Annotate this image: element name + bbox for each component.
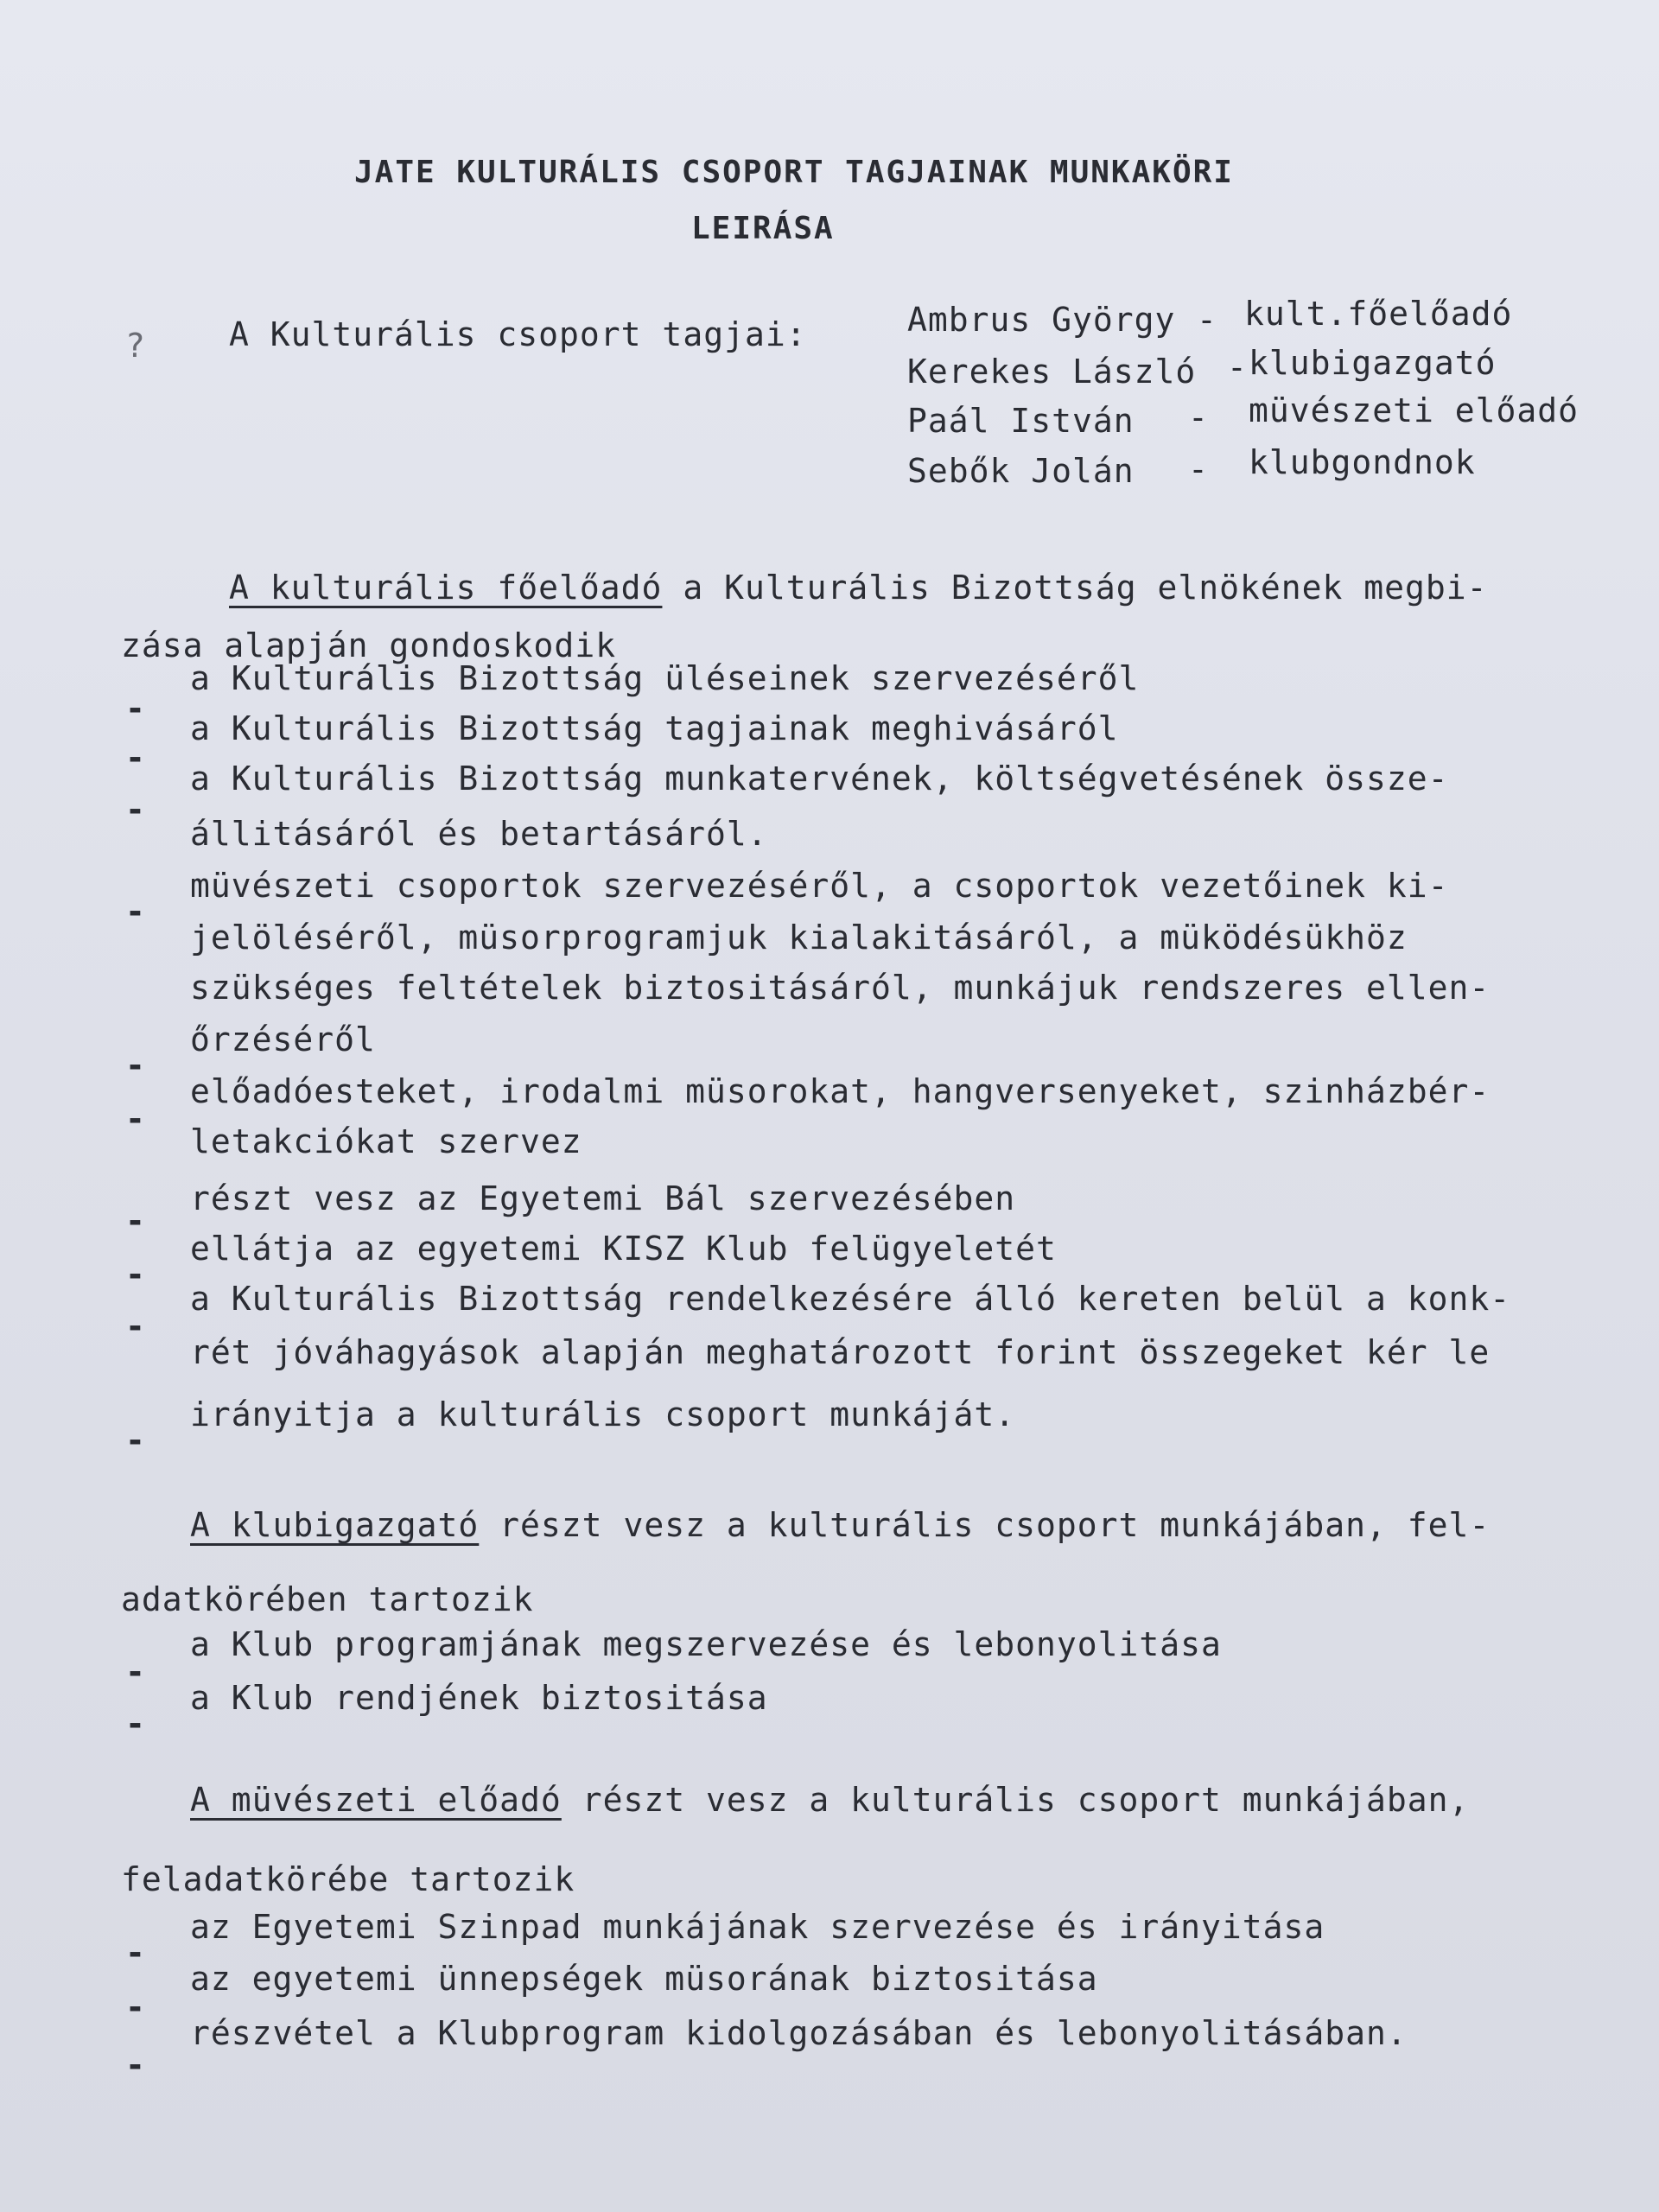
member-name-2: Kerekes László: [907, 353, 1197, 391]
section1-item-4-cont3: őrzéséről: [190, 1020, 376, 1058]
member-role-1: kult.főelőadó: [1244, 295, 1513, 333]
section1-item-4-cont1: jelöléséről, müsorprogramjuk kialakitásáról, a müködésükhöz: [190, 918, 1408, 957]
section1-item-5-cont: letakciókat szervez: [190, 1122, 582, 1160]
member-role-2: klubigazgató: [1249, 344, 1497, 382]
section1-item-1: a Kulturális Bizottság üléseinek szervezéséről: [190, 659, 1140, 697]
bullet-dash: -: [125, 1705, 146, 1743]
section1-item-4-cont2: szükséges feltételek biztositásáról, munkájuk rendszeres ellen-: [190, 969, 1491, 1007]
members-label: A Kulturális csoport tagjai:: [229, 315, 807, 353]
section1-item-5: előadóesteket, irodalmi müsorokat, hangversenyeket, szinházbér-: [190, 1072, 1491, 1110]
bullet-dash: -: [125, 1653, 146, 1691]
bullet-dash: -: [125, 1255, 146, 1294]
bullet-dash: -: [125, 1202, 146, 1240]
section1-item-3: a Kulturális Bizottság munkatervének, költségvetésének össze-: [190, 760, 1449, 798]
bullet-dash: -: [125, 1934, 146, 1972]
section1-heading: A kulturális főelőadó: [229, 569, 663, 607]
member-sep-2: -: [1227, 348, 1248, 386]
section1-item-3-cont: állitásáról és betartásáról.: [190, 815, 768, 853]
section3-intro: [190, 1778, 1469, 1821]
bullet-dash: -: [125, 739, 146, 777]
member-sep-3: -: [1188, 398, 1209, 436]
bullet-dash: -: [125, 690, 146, 728]
section1-item-8: a Kulturális Bizottság rendelkezésére álló kereten belül a konk-: [190, 1280, 1511, 1318]
section1-intro-line2: zása alapján gondoskodik: [121, 626, 617, 664]
section2-heading: A klubigazgató: [190, 1506, 480, 1544]
document-title-line2: LEIRÁSA: [691, 211, 835, 246]
bullet-dash: -: [125, 1988, 146, 2026]
section1-item-7: ellátja az egyetemi KISZ Klub felügyeletét: [190, 1230, 1057, 1268]
bullet-dash: -: [125, 1100, 146, 1138]
bullet-dash: -: [125, 893, 146, 931]
section1-item-9: irányitja a kulturális csoport munkáját.: [190, 1395, 1016, 1433]
section2-item-1: a Klub programjának megszervezése és lebonyolitása: [190, 1625, 1222, 1663]
bullet-dash: -: [125, 2046, 146, 2084]
section1-item-4: müvészeti csoportok szervezéséről, a csoportok vezetőinek ki-: [190, 867, 1449, 905]
margin-question-mark: ?: [125, 327, 146, 365]
section3-intro-rest: részt vesz a kulturális csoport munkájában,: [561, 1781, 1470, 1819]
section1-item-6: részt vesz az Egyetemi Bál szervezésében: [190, 1179, 1016, 1217]
bullet-dash: -: [125, 1421, 146, 1459]
section3-item-2: az egyetemi ünnepségek müsorának biztositása: [190, 1960, 1098, 1998]
section2-intro-line2: adatkörében tartozik: [121, 1580, 534, 1618]
member-role-3: müvészeti előadó: [1249, 391, 1580, 429]
bullet-dash: -: [125, 1046, 146, 1084]
section3-item-3: részvétel a Klubprogram kidolgozásában és lebonyolitásában.: [190, 2014, 1408, 2052]
section2-intro-rest: részt vesz a kulturális csoport munkájában, fel-: [479, 1506, 1491, 1544]
member-name-3: Paál István: [907, 402, 1135, 440]
member-sep-1: -: [1197, 301, 1217, 339]
member-sep-4: -: [1188, 450, 1209, 488]
section1-item-2: a Kulturális Bizottság tagjainak meghivásáról: [190, 709, 1119, 747]
section2-item-2: a Klub rendjének biztositása: [190, 1679, 768, 1717]
section3-heading: A müvészeti előadó: [190, 1781, 562, 1819]
bullet-dash: -: [125, 1307, 146, 1345]
bullet-dash: -: [125, 791, 146, 829]
section3-item-1: az Egyetemi Szinpad munkájának szervezése és irányitása: [190, 1908, 1325, 1946]
section1-intro-rest: a Kulturális Bizottság elnökének megbi-: [662, 569, 1488, 607]
document-title-line1: JATE KULTURÁLIS CSOPORT TAGJAINAK MUNKAKÖRI: [354, 155, 1234, 190]
section3-intro-line2: feladatkörébe tartozik: [121, 1860, 575, 1898]
section1-intro: [229, 566, 1488, 609]
section2-intro: [190, 1503, 1490, 1547]
section1-item-8-cont: rét jóváhagyások alapján meghatározott forint összegeket kér le: [190, 1333, 1491, 1371]
member-name-4: Sebők Jolán: [907, 452, 1135, 490]
member-role-4: klubgondnok: [1249, 443, 1476, 481]
member-name-1: Ambrus György: [907, 301, 1176, 339]
